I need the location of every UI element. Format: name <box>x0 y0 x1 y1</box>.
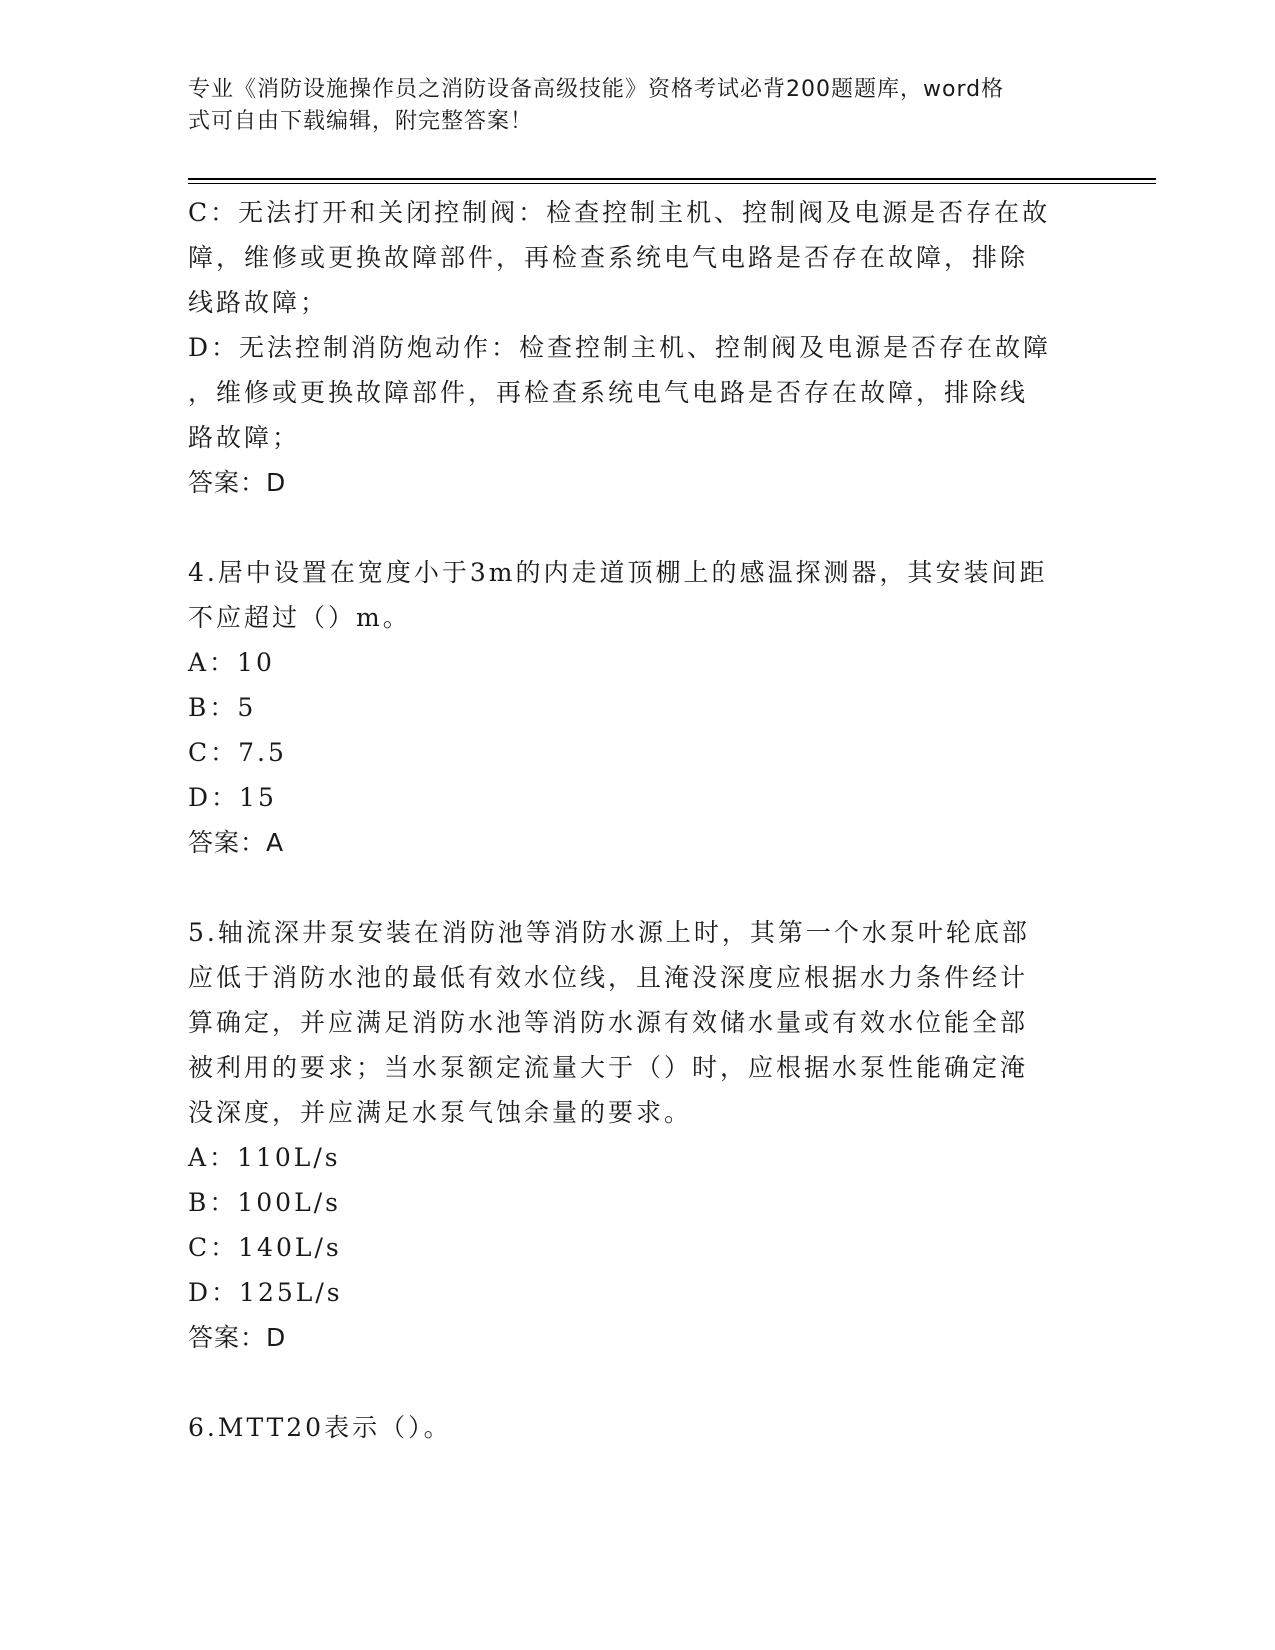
option-d-line: D：无法控制消防炮动作：检查控制主机、控制阀及电源是否存在故障 <box>188 333 1052 362</box>
question-6 <box>188 1405 1088 1450</box>
question-stem-line: 应低于消防水池的最低有效水位线，且淹没深度应根据水力条件经计 <box>188 963 1029 992</box>
question-stem-line: 没深度，并应满足水泵气蚀余量的要求。 <box>188 1098 693 1127</box>
document-header <box>188 74 1088 138</box>
question-stem-line: 6.MTT20表示（）。 <box>188 1413 452 1442</box>
question-stem-line: 5.轴流深井泵安装在消防池等消防水源上时，其第一个水泵叶轮底部 <box>188 918 1030 947</box>
option-b: B：5 <box>188 693 257 722</box>
spacer <box>188 505 1088 550</box>
question-stem-line: 不应超过（）m。 <box>188 603 411 632</box>
question-5 <box>188 910 1088 1360</box>
header-divider-thick <box>188 178 1156 180</box>
document-body <box>188 190 1088 1450</box>
answer-label: 答案：D <box>188 1323 287 1352</box>
header-line-1: 专业《消防设施操作员之消防设备高级技能》资格考试必背200题题库，word格 <box>188 77 1005 102</box>
question-stem-line: 被利用的要求；当水泵额定流量大于（）时，应根据水泵性能确定淹 <box>188 1053 1029 1082</box>
question-4 <box>188 550 1088 865</box>
header-line-2: 式可自由下载编辑，附完整答案！ <box>188 109 534 134</box>
option-c: C：7.5 <box>188 738 287 767</box>
answer-label: 答案：D <box>188 468 287 497</box>
option-d: D：15 <box>188 783 277 812</box>
option-c-line: 线路故障； <box>188 288 329 317</box>
option-a: A：10 <box>188 648 275 677</box>
option-d: D：125L/s <box>188 1278 343 1307</box>
option-b: B：100L/s <box>188 1188 341 1217</box>
spacer <box>188 865 1088 910</box>
question-stem-line: 算确定，并应满足消防水池等消防水源有效储水量或有效水位能全部 <box>188 1008 1029 1037</box>
question-stem-line: 4.居中设置在宽度小于3m的内走道顶棚上的感温探测器，其安装间距 <box>188 558 1048 587</box>
option-d-line: ，维修或更换故障部件，再检查系统电气电路是否存在故障，排除线 <box>188 378 1029 407</box>
header-divider-thin <box>188 183 1156 184</box>
option-c-line: 障，维修或更换故障部件，再检查系统电气电路是否存在故障，排除 <box>188 243 1029 272</box>
spacer <box>188 1360 1088 1405</box>
answer-label: 答案：A <box>188 828 285 857</box>
option-c-line: C：无法打开和关闭控制阀：检查控制主机、控制阀及电源是否存在故 <box>188 198 1051 227</box>
option-a: A：110L/s <box>188 1143 341 1172</box>
question-3-tail <box>188 190 1088 505</box>
option-d-line: 路故障； <box>188 423 301 452</box>
option-c: C：140L/s <box>188 1233 342 1262</box>
